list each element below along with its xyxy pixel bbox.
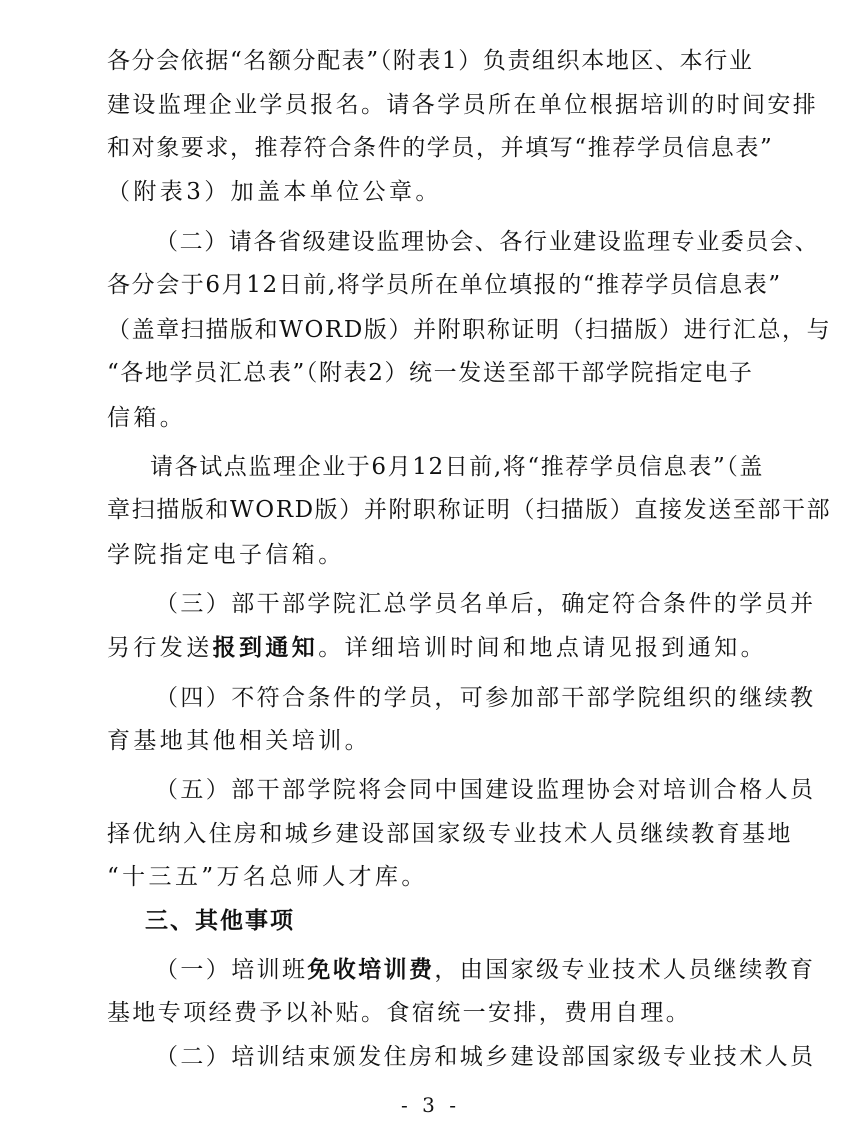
paragraph-line: 择优纳入住房和城乡建设部国家级专业技术人员继续教育基地 (107, 821, 793, 847)
paragraph-line: 基地专项经费予以补贴。食宿统一安排，费用自理。 (107, 1000, 692, 1026)
section-heading: 三、其他事项 (145, 908, 295, 934)
paragraph-line: “各地学员汇总表”（附表2）统一发送至部干部学院指定电子 (107, 360, 754, 386)
paragraph-line: 请各试点监理企业于6月12日前,将“推荐学员信息表”（盖 (150, 454, 765, 480)
paragraph-line: 育基地其他相关培训。 (107, 728, 371, 754)
paragraph-line: （盖章扫描版和WORD版）并附职称证明（扫描版）进行汇总，与 (107, 317, 832, 343)
paragraph-line-mixed (155, 953, 816, 987)
paragraph-line-mixed (107, 631, 787, 665)
paragraph-line: （三）部干部学院汇总学员名单后，确定符合条件的学员并 (155, 591, 816, 617)
text-segment: 另行发送 (107, 635, 213, 661)
text-segment: （一）培训班 (155, 957, 308, 983)
bold-text: 免收培训费 (307, 957, 435, 983)
bold-text: 报到通知 (212, 635, 319, 661)
text-segment: 。详细培训时间和地点请见报到通知。 (318, 635, 768, 661)
paragraph-line: 章扫描版和WORD版）并附职称证明（扫描版）直接发送至部干部 (107, 497, 832, 523)
paragraph-line: （二）请各省级建设监理协会、各行业建设监理专业委员会、 (155, 229, 820, 255)
paragraph-line: （二）培训结束颁发住房和城乡建设部国家级专业技术人员 (155, 1044, 816, 1070)
paragraph-line: “十三五”万名总师人才库。 (107, 864, 428, 890)
paragraph-line: 建设监理企业学员报名。请各学员所在单位根据培训的时间安排 (107, 92, 819, 118)
paragraph-line: 各分会依据“名额分配表”（附表1）负责组织本地区、本行业 (107, 48, 754, 74)
text-segment: ，由国家级专业技术人员继续教育 (434, 957, 816, 983)
paragraph-line: （四）不符合条件的学员，可参加部干部学院组织的继续教 (155, 685, 816, 711)
paragraph-line: （附表3）加盖本单位公章。 (107, 179, 442, 205)
paragraph-line: （五）部干部学院将会同中国建设监理协会对培训合格人员 (155, 777, 816, 803)
paragraph-line: 学院指定电子信箱。 (107, 542, 345, 568)
paragraph-line: 各分会于6月12日前,将学员所在单位填报的“推荐学员信息表” (107, 272, 782, 298)
page-number: - 3 - (401, 1093, 460, 1117)
paragraph-line: 和对象要求，推荐符合条件的学员，并填写“推荐学员信息表” (107, 135, 774, 161)
paragraph-line: 信箱。 (107, 405, 187, 431)
